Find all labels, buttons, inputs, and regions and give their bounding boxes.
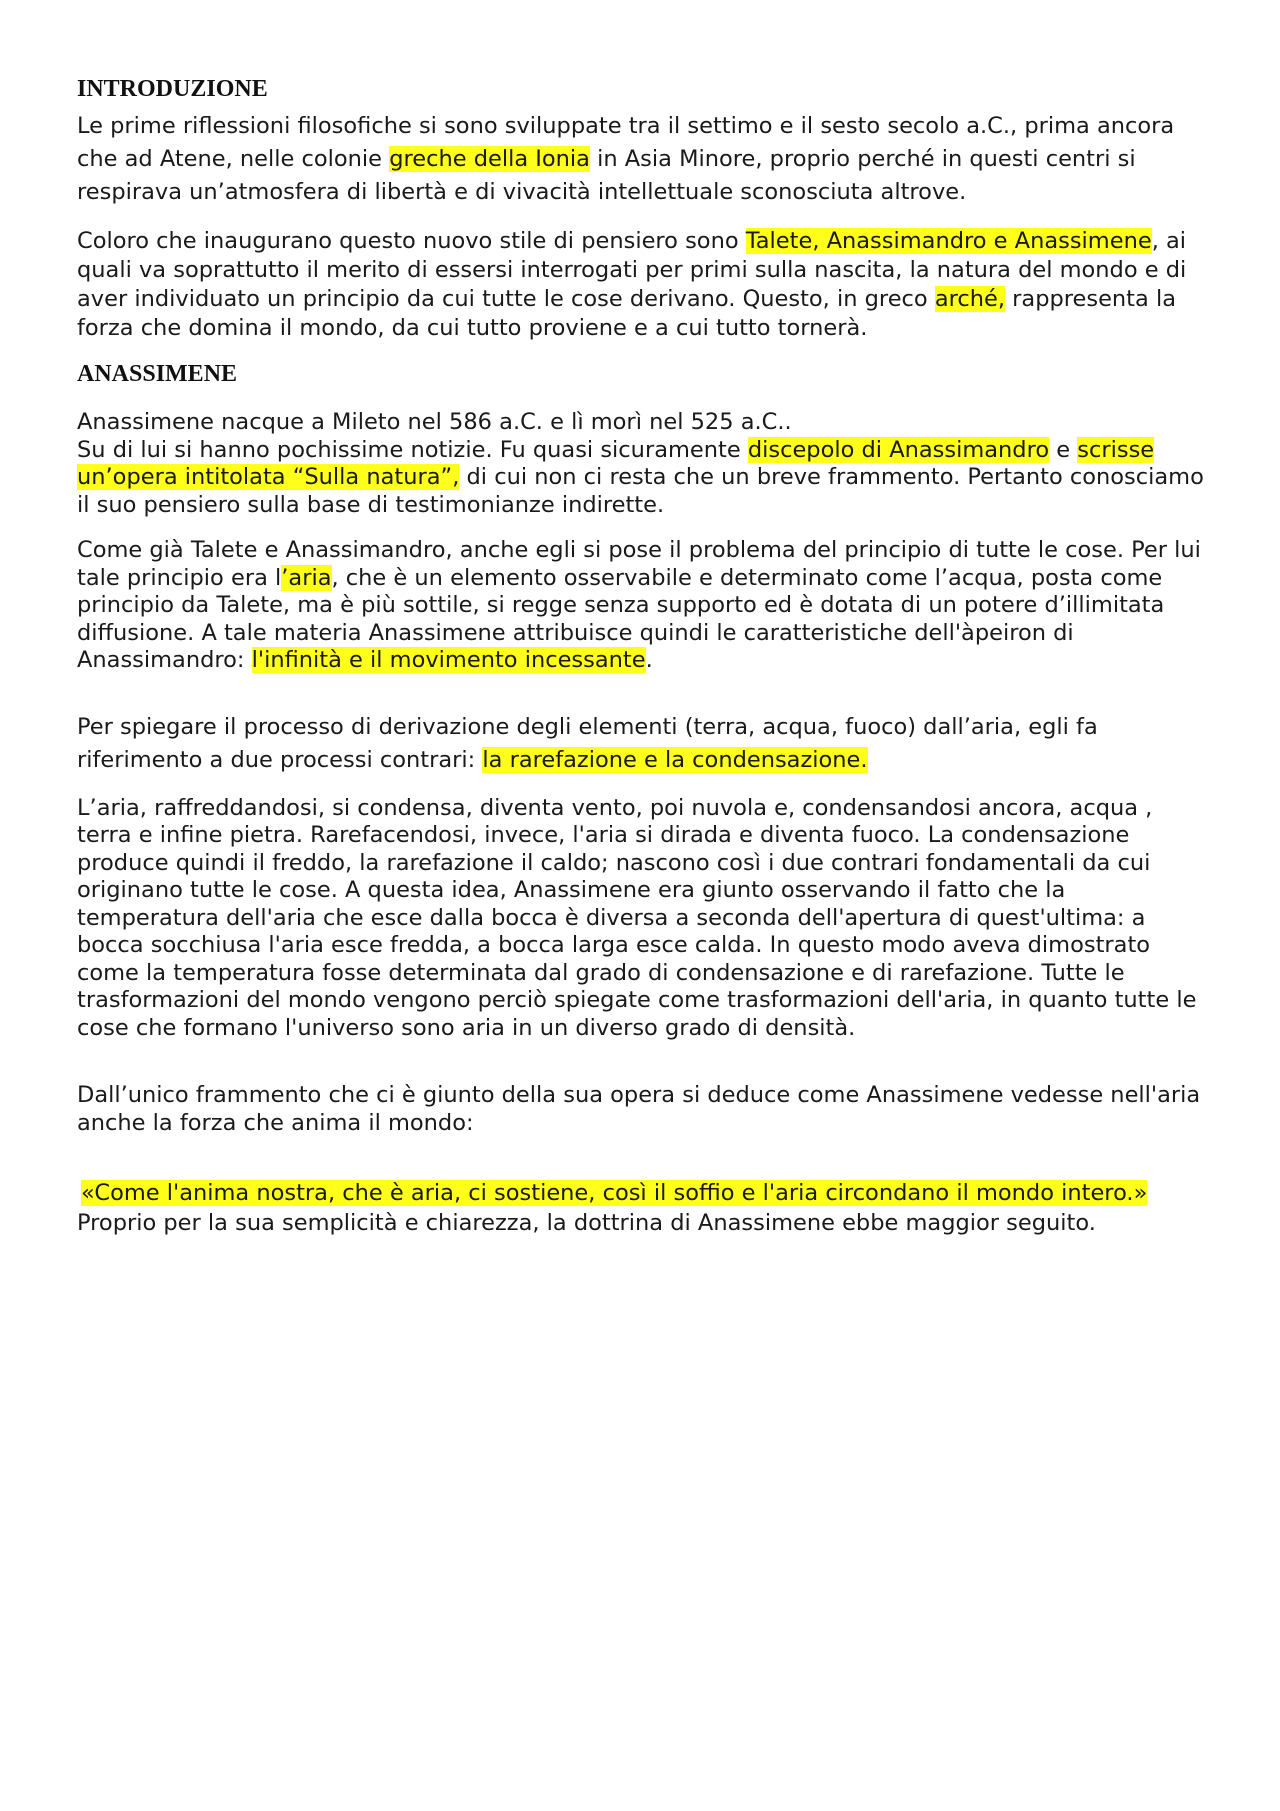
highlight-infinita: l'infinità e il movimento incessante: [251, 647, 646, 673]
text-run: .: [645, 647, 653, 673]
text-run: Come già Talete e Anassimandro, anche egli si pose il problema del principio di tutte le cose. Per lui tale principio era l: [77, 537, 1201, 591]
highlight-quote: «Come l'anima nostra, che è aria, ci sostiene, così il soffio e l'aria circondano il mondo intero.»: [81, 1180, 1148, 1206]
fragment-intro-paragraph: Dall’unico frammento che ci è giunto della sua opera si deduce come Anassimene vedesse nell'aria anche la forza che anima il mondo:: [77, 1082, 1201, 1136]
text-run: rappresenta la forza che domina il mondo, da cui tutto proviene e a cui tutto tornerà.: [77, 286, 1176, 341]
text-run: Coloro che inaugurano questo nuovo stile di pensiero sono: [77, 228, 746, 254]
text-run: , ai quali va soprattutto il merito di essersi interrogati per primi sulla nascita, la natura del mondo e di aver individuato un principio da cui tutte le cose derivano. Questo, in greco: [77, 228, 1187, 312]
transformations-paragraph: L’aria, raffreddandosi, si condensa, diventa vento, poi nuvola e, condensandosi ancora, acqua , terra e infine pietra. Rarefacendosi, invece, l'aria si dirada e diventa fuoco. La condensazione produce quindi il freddo, la rarefazione il caldo; nascono così i due contrari fondamentali da cui originano tutte le cose. A questa idea, Anassimene era giunto osservando il fatto che la temperatura dell'aria che esce dalla bocca è diversa a seconda dell'apertura di quest'ultima: a bocca socchiusa l'aria esce fredda, a bocca larga esce calda. In questo modo aveva dimostrato come la temperatura fosse determinata dal grado di condensazione e di rarefazione. Tutte le trasformazioni del mondo vengono perciò spiegate come trasformazioni dell'aria, in quanto tutte le cose che formano l'universo sono aria in un diverso grado di densità.: [77, 794, 1197, 1041]
document-page: [77, 72, 1207, 1238]
heading-anassimene: ANASSIMENE: [77, 361, 238, 387]
text-run: in Asia Minore, proprio perché in questi centri si respirava un’atmosfera di libertà e di vivacità intellettuale sconosciuta altrove.: [77, 146, 1136, 205]
text-run: e: [1049, 436, 1078, 463]
intro-paragraph-1: [77, 110, 1207, 209]
highlight-discepolo: discepolo di Anassimandro: [747, 436, 1050, 463]
highlight-aria: ’aria: [281, 564, 332, 591]
highlight-rarefazione: la rarefazione e la condensazione.: [482, 746, 868, 773]
closing-paragraph: Proprio per la sua semplicità e chiarezza, la dottrina di Anassimene ebbe maggior seguito.: [77, 1210, 1096, 1236]
highlight-arche: arché,: [934, 286, 1005, 312]
text-run: Le prime riflessioni filosofiche si sono sviluppate tra il settimo e il sesto secolo a.C., prima ancora che ad Atene, nelle colonie: [77, 113, 1175, 172]
processes-paragraph: [77, 711, 1207, 777]
text-run: Su di lui si hanno pochissime notizie. Fu quasi sicuramente: [77, 436, 748, 463]
intro-paragraph-2: [77, 227, 1207, 343]
text-run: , che è un elemento osservabile e determinato come l’acqua, posta come principio da Talete, ma è più sottile, si regge senza supporto ed è dotata di un potere d’illimitata diffusione. A tale materia Anassimene attribuisce quindi le caratteristiche dell'àpeiron di Anassimandro:: [77, 564, 1165, 673]
heading-introduzione: INTRODUZIONE: [77, 76, 268, 102]
highlight-opera: scrisse un’opera intitolata “Sulla natura”,: [77, 436, 1155, 490]
text-run: Per spiegare il processo di derivazione degli elementi (terra, acqua, fuoco) dall’aria, egli fa riferimento a due processi contrari:: [77, 713, 1098, 773]
quote-paragraph: [77, 1177, 1207, 1210]
principle-paragraph: [77, 537, 1207, 675]
highlight-philosophers: Talete, Anassimandro e Anassimene: [745, 228, 1152, 254]
highlight-greche-ionia: greche della Ionia: [389, 146, 590, 172]
text-run: di cui non ci resta che un breve frammento. Pertanto conosciamo il suo pensiero sulla base di testimonianze indirette.: [77, 464, 1204, 518]
bio-line-1: Anassimene nacque a Mileto nel 586 a.C. e lì morì nel 525 a.C..: [77, 409, 792, 435]
bio-paragraph: [77, 409, 1207, 519]
